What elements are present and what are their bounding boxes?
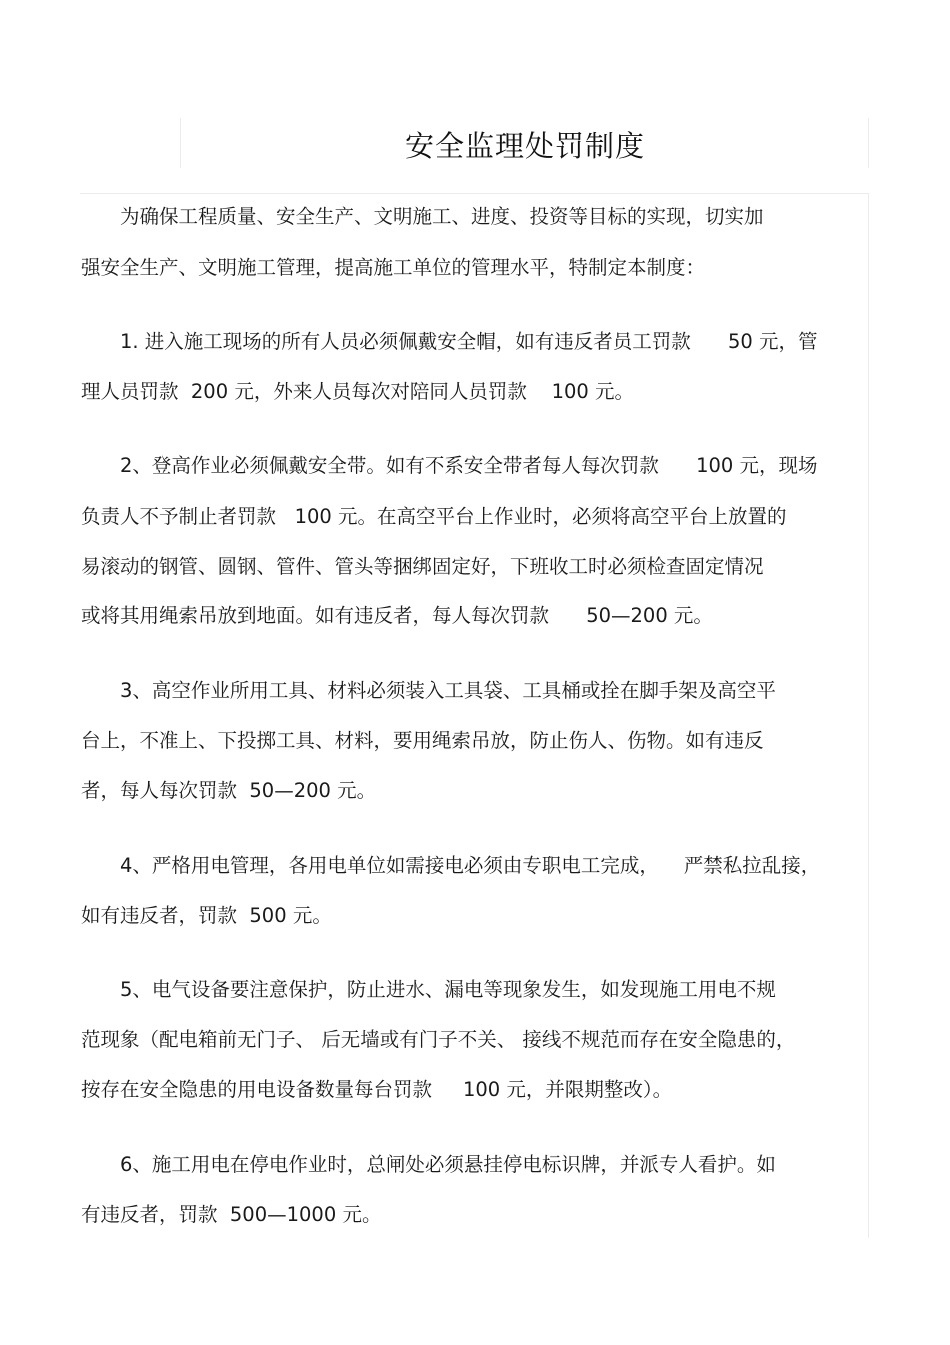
rule-4-line-1: 4、严格用电管理，各用电单位如需接电必须由专职电工完成， 严禁私拉乱接， bbox=[120, 854, 821, 877]
rule-3-line-2: 台上，不准上、下投掷工具、材料，要用绳索吊放，防止伤人、伤物。如有违反 bbox=[81, 729, 764, 752]
intro-line-1: 为确保工程质量、安全生产、文明施工、进度、投资等目标的实现，切实加 bbox=[120, 205, 764, 228]
rule-5-line-3: 按存在安全隐患的用电设备数量每台罚款 100 元，并限期整改）。 bbox=[81, 1078, 673, 1101]
intro-line-2: 强安全生产、文明施工管理，提高施工单位的管理水平，特制定本制度： bbox=[81, 256, 706, 279]
rule-6-line-2: 有违反者，罚款 500—1000 元。 bbox=[81, 1203, 382, 1226]
document-title: 安全监理处罚制度 bbox=[404, 129, 645, 163]
rule-4-line-2: 如有违反者，罚款 500 元。 bbox=[81, 904, 332, 927]
rule-2-line-2: 负责人不予制止者罚款 100 元。在高空平台上作业时，必须将高空平台上放置的 bbox=[81, 505, 787, 528]
rule-3-line-1: 3、高空作业所用工具、材料必须装入工具袋、工具桶或拴在脚手架及高空平 bbox=[120, 679, 776, 702]
body-box-right-edge bbox=[868, 193, 869, 1238]
rule-2-line-3: 易滚动的钢管、圆钢、管件、管头等捆绑固定好，下班收工时必须检查固定情况 bbox=[81, 555, 764, 578]
rule-5-line-2: 范现象（配电箱前无门子、 后无墙或有门子不关、 接线不规范而存在安全隐患的， bbox=[81, 1028, 796, 1051]
rule-2-line-1: 2、登高作业必须佩戴安全带。如有不系安全带者每人每次罚款 100 元，现场 bbox=[120, 454, 818, 477]
body-box-top-edge bbox=[80, 193, 869, 194]
rule-1-line-2: 理人员罚款 200 元，外来人员每次对陪同人员罚款 100 元。 bbox=[81, 380, 635, 403]
rule-1-line-1: 1. 进入施工现场的所有人员必须佩戴安全帽，如有违反者员工罚款 50 元，管 bbox=[120, 330, 818, 353]
rule-3-line-3: 者，每人每次罚款 50—200 元。 bbox=[81, 779, 377, 802]
rule-2-line-4: 或将其用绳索吊放到地面。如有违反者，每人每次罚款 50—200 元。 bbox=[81, 604, 713, 627]
rule-6-line-1: 6、施工用电在停电作业时，总闸处必须悬挂停电标识牌，并派专人看护。如 bbox=[120, 1153, 776, 1176]
rule-5-line-1: 5、电气设备要注意保护，防止进水、漏电等现象发生，如发现施工用电不规 bbox=[120, 978, 776, 1001]
